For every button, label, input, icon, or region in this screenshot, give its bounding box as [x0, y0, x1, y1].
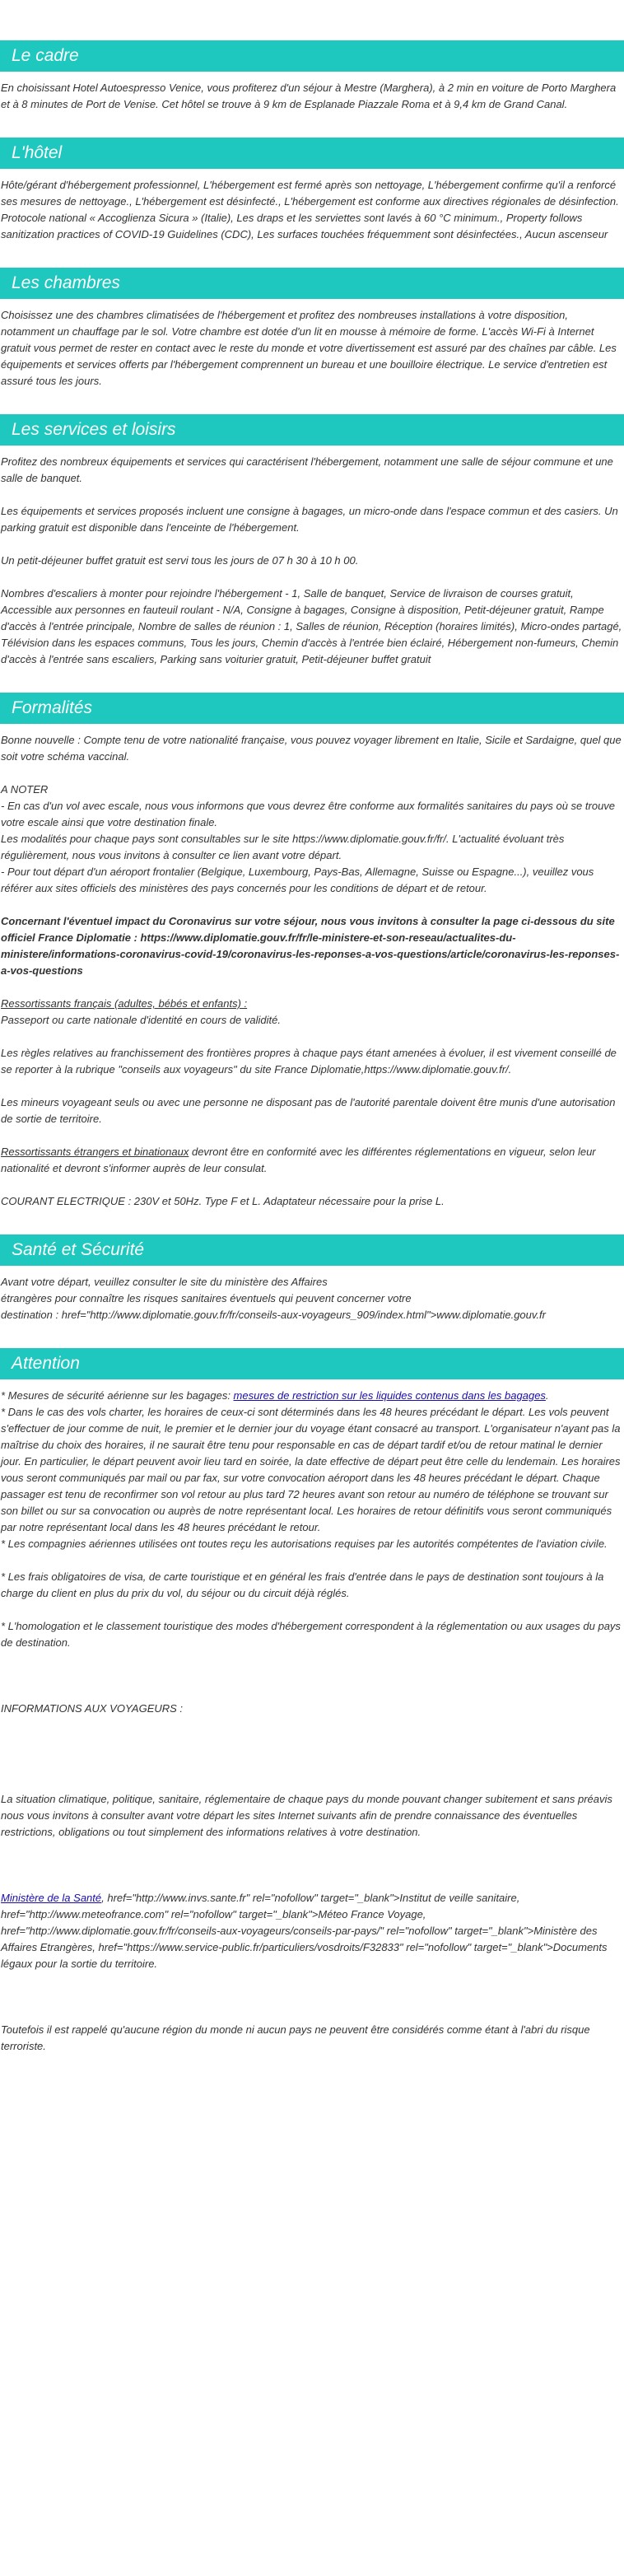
formalites-bonne-nouvelle: Bonne nouvelle : Compte tenu de votre nationalité française, vous pouvez voyager librement en Italie, Sicile et Sardaigne, quel que soit votre schéma vaccinal. [1, 734, 622, 763]
liens-utiles-text: , href="http://www.invs.sante.fr" rel="nofollow" target="_blank">Institut de veille sanitaire, href="http://www.meteofrance.com" rel="nofollow" target="_blank">Méteo France Voyage, href="http://www.diplomatie.gouv.fr/fr/conseils-aux-voyageurs/conseils-par-pays/" rel="nofollow" target="_blank">Ministère des Affaires Etrangères, href="https://www.service-public.fr/particuliers/vosdroits/F32833" rel="nofollow" target="_blank">Documents légaux pour la sortie du territoire. [1, 1892, 608, 1970]
formalites-etrangers [1, 1144, 622, 1177]
attention-homologation: * L'homologation et le classement touristique des modes d'hébergement correspondent à la réglementation ou aux usages du pays de destination. [1, 1620, 621, 1649]
section-header-sante [0, 1234, 624, 1266]
attention-situation [1, 1791, 622, 1841]
formalites-ressortissants-francais [1, 996, 622, 1029]
section-chambres [0, 268, 624, 390]
section-body-formalites [0, 732, 624, 1210]
ressortissants-francais-heading: Ressortissants français (adultes, bébés et enfants) : [1, 997, 248, 1010]
charter-text: * Dans le cas des vols charter, les horaires de ceux-ci sont déterminés dans les 48 heures précédant le départ. Les vols peuvent s'effectuer de jour comme de nuit, le premier et le dernier jour du voyage étant consacré au transport. L'organisateur n'ayant pas la maîtrise du choix des horaires, il ne saurait être tenu pour responsable en cas de départ tardif et/ou de retour matinal le dernier jour. En particulier, le départ peuvent avoir lieu tard en soirée, la date effective de départ peut être celle du lendemain. Les horaires vous seront communiqués par mail ou par fax, sur votre convocation aéroport dans les 48 heures précédant le départ. Chaque passager est tenu de reconfirmer son vol retour au plus tard 72 heures avant son retour au numéro de téléphone se trouvant sur son billet ou sur sa convocation ou auprès de notre représentant local. Les horaires de retour définitifs vous seront communiqués par notre représentant local dans les 48 heures précédant le retour. [1, 1406, 621, 1533]
section-title-sante: Santé et Sécurité [12, 1240, 145, 1259]
situation-line-2: nous vous invitons à consulter avant votre départ les sites Internet suivants afin de prendre connaissance des éventuelles restrictions, obligations ou tout simplement des informations relatives à votre destination. [1, 1809, 578, 1838]
section-header-formalites [0, 693, 624, 724]
services-paragraph-2: Les équipements et services proposés incluent une consigne à bagages, un micro-onde dans l'espace commun et des casiers. Un parking gratuit est disponible dans l'enceinte de l'hébergement. [1, 505, 618, 534]
section-formalites [0, 693, 624, 1210]
spacer [1, 1989, 622, 2022]
services-paragraph-1: Profitez des nombreux équipements et services qui caractérisent l'hébergement, notamment une salle de séjour commune et une salle de banquet. [1, 455, 613, 484]
chambres-paragraph: Choisissez une des chambres climatisées de l'hébergement et profitez des nombreuses installations à votre disposition, notamment un chauffage par le sol. Votre chambre est dotée d'un lit en mousse à mémoire de forme. L'accès Wi-Fi à Internet gratuit vous permet de rester en contact avec le reste du monde et votre divertissement est assuré par des chaînes par câble. Les équipements et services offerts par l'hébergement comprennent un bureau et une bouilloire électrique. Le service d'entretien est assuré tous les jours. [1, 309, 617, 387]
spacer [1, 1734, 622, 1791]
cadre-paragraph: En choisissant Hotel Autoespresso Venice, vous profiterez d'un séjour à Mestre (Marghera), à 2 min en voiture de Porto Marghera et à 8 minutes de Port de Venise. Cet hôtel se trouve à 9 km de Esplanade Piazzale Roma et à 9,4 km de Grand Canal. [1, 82, 617, 110]
section-body-cadre [0, 80, 624, 113]
spacer [1, 1668, 622, 1701]
section-title-hotel: L'hôtel [12, 143, 63, 162]
sante-line-3: destination : href="http://www.diplomatie.gouv.fr/fr/conseils-aux-voyageurs_909/index.html">www.diplomatie.gouv.fr [1, 1309, 546, 1321]
section-header-chambres [0, 268, 624, 299]
ministere-sante-link[interactable]: Ministère de la Santé [1, 1892, 102, 1904]
mesures-prefix: * Mesures de sécurité aérienne sur les bagages: [1, 1389, 234, 1402]
sante-line-2: étrangères pour connaître les risques sanitaires éventuels qui peuvent concerner votre [1, 1292, 412, 1304]
section-title-formalites: Formalités [12, 698, 93, 717]
formalites-covid-notice: Concernant l'éventuel impact du Coronavirus sur votre séjour, nous vous invitons à consulter la page ci-dessous du site officiel France Diplomatie : https://www.diplomatie.gouv.fr/fr/le-ministere-et-son-reseau/actualites-du-ministere/informations-coronavirus-covid-19/coronavirus-les-reponses-a-vos-questions/article/coronavirus-les-reponses-a-vos-questions [1, 915, 620, 977]
section-services [0, 414, 624, 668]
formalites-regles: Les règles relatives au franchissement des frontières propres à chaque pays étant amenées à évoluer, il est vivement conseillé de se reporter à la rubrique "conseils aux voyageurs" du site France Diplomatie,https://www.diplomatie.gouv.fr/. [1, 1047, 617, 1076]
attention-liens-utiles [1, 1890, 622, 1972]
mesures-suffix: . [545, 1389, 549, 1402]
section-header-attention [0, 1348, 624, 1379]
section-title-attention: Attention [12, 1354, 80, 1373]
etrangers-heading: Ressortissants étrangers et binationaux [1, 1146, 189, 1158]
section-body-hotel [0, 177, 624, 243]
services-paragraph-4: Nombres d'escaliers à monter pour rejoindre l'hébergement - 1, Salle de banquet, Service de livraison de courses gratuit, Accessible aux personnes en fauteuil roulant - N/A, Consigne à bagages, Consigne à disposition, Petit-déjeuner gratuit, Rampe d'accès à l'entrée principale, Nombre de salles de réunion : 1, Salles de réunion, Réception (horaires limités), Micro-ondes partagé, Télévision dans les espaces communs, Tous les jours, Chemin d'accès à l'entrée bien éclairé, Hébergement non-fumeurs, Chemin d'accès à l'entrée sans escaliers, Parking sans voiturier gratuit, Petit-déjeuner buffet gratuit [1, 587, 622, 665]
section-body-chambres [0, 307, 624, 390]
section-title-cadre: Le cadre [12, 46, 79, 65]
attention-bagages-and-charter [1, 1388, 622, 1552]
section-title-chambres: Les chambres [12, 273, 120, 292]
spacer [1, 1857, 622, 1890]
attention-terrorisme: Toutefois il est rappelé qu'aucune région du monde ni aucun pays ne peuvent être considérés comme étant à l'abri du risque terroriste. [1, 2023, 590, 2052]
attention-frais: * Les frais obligatoires de visa, de carte touristique et en général les frais d'entrée dans le pays de destination sont toujours à la charge du client en plus du prix du vol, du séjour ou du circuit déjà réglés. [1, 1570, 604, 1599]
formalites-a-noter [1, 782, 622, 897]
section-sante [0, 1234, 624, 1323]
a-noter-heading: A NOTER [1, 783, 49, 796]
section-attention [0, 1348, 624, 2055]
section-title-services: Les services et loisirs [12, 420, 176, 439]
services-paragraph-3: Un petit-déjeuner buffet gratuit est servi tous les jours de 07 h 30 à 10 h 00. [1, 554, 359, 567]
section-header-cadre [0, 40, 624, 72]
formalites-mineurs: Les mineurs voyageant seuls ou avec une personne ne disposant pas de l'autorité parentale doivent être munis d'une autorisation de sortie de territoire. [1, 1096, 616, 1125]
section-body-services [0, 454, 624, 668]
a-noter-line-1: - En cas d'un vol avec escale, nous vous informons que vous devrez être conforme aux formalités sanitaires du pays où se trouve votre escale ainsi que votre destination finale. [1, 800, 616, 828]
ressortissants-francais-text: Passeport ou carte nationale d'identité en cours de validité. [1, 1014, 281, 1026]
section-header-services [0, 414, 624, 446]
formalites-courant-electrique: COURANT ELECTRIQUE : 230V et 50Hz. Type F et L. Adaptateur nécessaire pour la prise L. [1, 1195, 445, 1207]
section-header-hotel [0, 138, 624, 169]
liquides-restriction-link[interactable]: mesures de restriction sur les liquides contenus dans les bagages [233, 1389, 546, 1402]
infos-voyageurs-heading: INFORMATIONS AUX VOYAGEURS : [1, 1702, 184, 1715]
compagnies-text: * Les compagnies aériennes utilisées ont toutes reçu les autorisations requises par les autorités compétentes de l'aviation civile. [1, 1538, 608, 1550]
a-noter-line-3: - Pour tout départ d'un aéroport frontalier (Belgique, Luxembourg, Pays-Bas, Allemagne, Suisse ou Espagne...), veuillez vous référer aux sites officiels des ministères des pays concernés pour les conditions de départ et de retour. [1, 866, 594, 894]
section-body-sante [0, 1274, 624, 1323]
a-noter-line-2: Les modalités pour chaque pays sont consultables sur le site https://www.diplomatie.gouv.fr/fr/. L'actualité évoluant très régulièrement, nous vous invitons à consulter ce lien avant votre départ. [1, 833, 565, 861]
hotel-paragraph: Hôte/gérant d'hébergement professionnel, L'hébergement est fermé après son nettoyage, L'hébergement confirme qu'il a renforcé ses mesures de nettoyage., L'hébergement est désinfecté., L'hébergement est conforme aux directives régionales de désinfection. Protocole national « Accoglienza Sicura » (Italie), Les draps et les serviettes sont lavés à 60 °C minimum., Property follows sanitization practices of COVID-19 Guidelines (CDC), Les surfaces touchées fréquemment sont désinfectées., Aucun ascenseur [1, 179, 619, 240]
etrangers-text: devront être en conformité avec les différentes réglementations en vigueur, selon leur nationalité et devront s'informer auprès de leur consulat. [1, 1146, 596, 1174]
section-body-attention [0, 1388, 624, 2055]
situation-line-1: La situation climatique, politique, sanitaire, réglementaire de chaque pays du monde pouvant changer subitement et sans préavis [1, 1793, 612, 1805]
sante-paragraph [1, 1274, 622, 1323]
section-hotel [0, 138, 624, 243]
section-cadre [0, 40, 624, 113]
sante-line-1: Avant votre départ, veuillez consulter le site du ministère des Affaires [1, 1276, 328, 1288]
